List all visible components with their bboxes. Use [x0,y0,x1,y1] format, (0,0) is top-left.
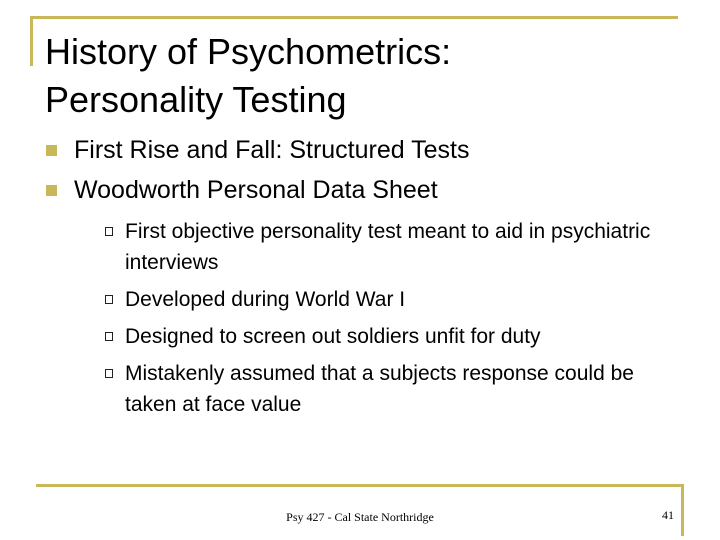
slide-title-line-1: History of Psychometrics: [45,31,452,72]
filled-square-icon [46,145,57,156]
sub-bullet-text: Designed to screen out soldiers unfit for duty [125,325,541,348]
sub-bullet-item [74,216,685,278]
frame-bottom-rule [36,484,684,487]
bullet-text: Woodworth Personal Data Sheet [74,176,438,204]
filled-square-icon [46,185,57,196]
slide-footer: Psy 427 - Cal State Northridge [286,510,434,524]
hollow-square-icon [105,295,113,304]
slide-title [45,28,685,124]
slide-title-line-2: Personality Testing [45,79,347,120]
frame-top-rule [30,16,678,19]
sub-bullet-list [74,216,685,420]
sub-bullet-item [74,358,685,420]
bullet-item [45,130,685,170]
hollow-square-icon [105,227,113,236]
sub-bullet-item [74,321,685,352]
sub-bullet-text: Developed during World War I [125,288,406,311]
page-number: 41 [662,508,674,522]
sub-bullet-item [74,284,685,315]
sub-bullet-text: First objective personality test meant to aid in psychiatric interviews [125,220,651,274]
hollow-square-icon [105,332,113,341]
bullet-text: First Rise and Fall: Structured Tests [74,136,470,164]
bullet-list [45,130,685,420]
frame-left-rule [30,16,33,66]
sub-bullet-text: Mistakenly assumed that a subjects response could be taken at face value [125,362,634,416]
bullet-item [45,170,685,420]
hollow-square-icon [105,369,113,378]
